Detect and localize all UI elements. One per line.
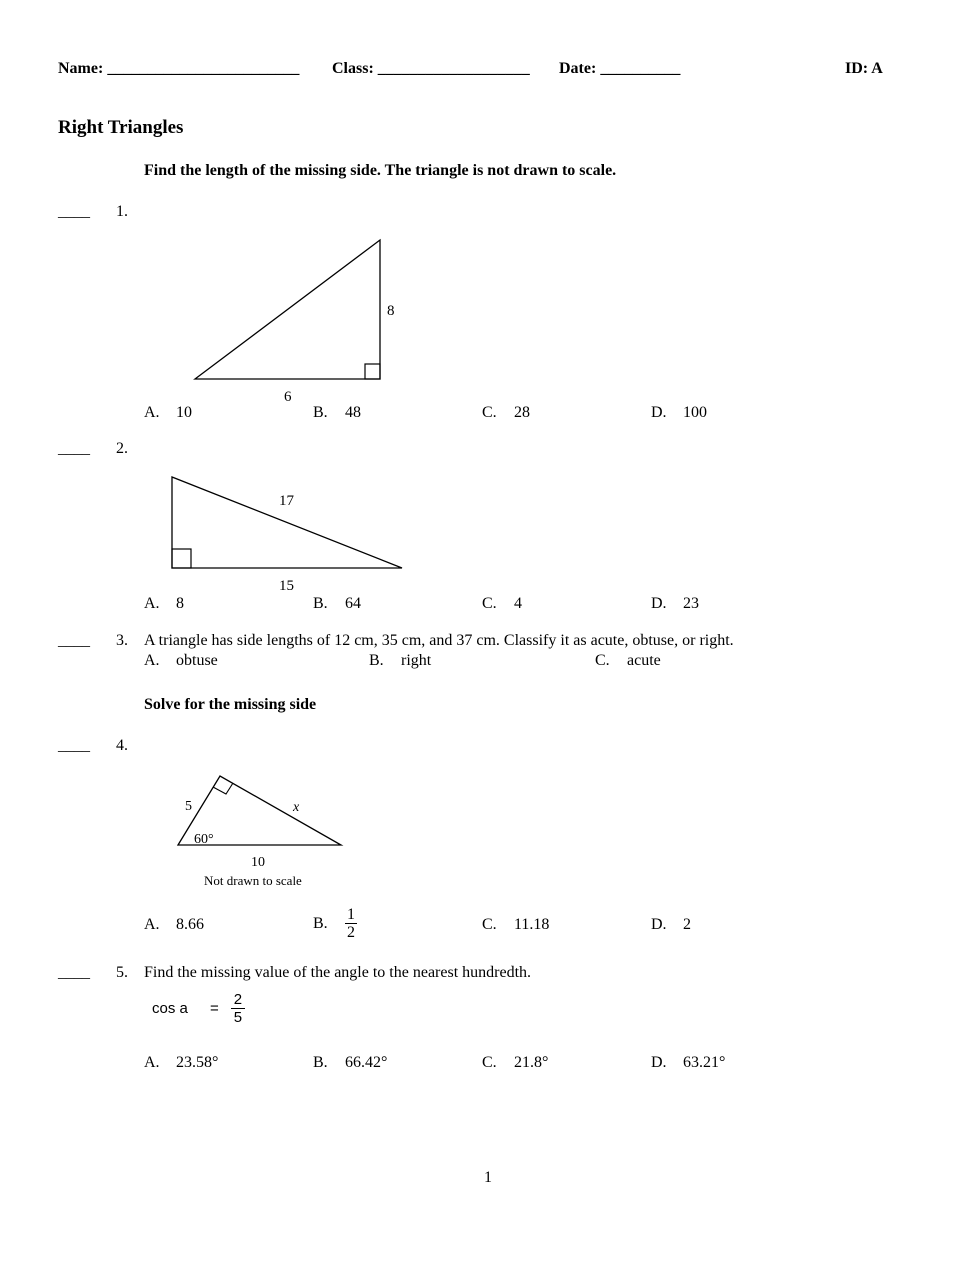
class-line: ___________________ bbox=[377, 60, 530, 77]
instruction-solve-missing-side: Solve for the missing side bbox=[144, 696, 317, 713]
triangle-4-label-hypotenuse: 10 bbox=[251, 855, 265, 870]
triangle-figure-1 bbox=[180, 232, 420, 408]
choice-2c[interactable]: C. 4 bbox=[482, 595, 522, 612]
triangle-4-label-angle: 60° bbox=[194, 832, 214, 847]
name-field bbox=[58, 60, 299, 78]
answer-blank-3: ____ bbox=[58, 632, 90, 649]
triangle-2-label-hypotenuse: 17 bbox=[279, 493, 294, 509]
fraction-one-half: $\frac{1}{2}$ bbox=[347, 906, 355, 941]
choice-3c[interactable]: C. acute bbox=[595, 652, 661, 669]
id-label: ID: bbox=[845, 60, 869, 77]
date-label: Date: bbox=[559, 60, 597, 77]
choice-5d[interactable]: D. 63.21° bbox=[651, 1054, 726, 1071]
triangle-2-label-horizontal: 15 bbox=[279, 578, 294, 594]
choice-3b[interactable]: B. right bbox=[369, 652, 432, 669]
fraction-two-fifths: $\frac{2}{5}$ bbox=[231, 991, 245, 1026]
choice-1a[interactable]: A. 10 bbox=[144, 404, 192, 421]
triangle-4-label-x: x bbox=[293, 800, 300, 815]
choice-1b[interactable]: B. 48 bbox=[313, 404, 361, 421]
right-angle-marker-1 bbox=[365, 364, 380, 379]
date-line: __________ bbox=[600, 60, 681, 77]
choice-4d[interactable]: D. 2 bbox=[651, 916, 691, 933]
choice-4b[interactable]: B. $\frac{1}{2}$ bbox=[313, 906, 355, 941]
choice-5b[interactable]: B. 66.42° bbox=[313, 1054, 388, 1071]
answer-blank-4: ____ bbox=[58, 737, 90, 754]
page-number: 1 bbox=[484, 1169, 492, 1186]
id-field bbox=[845, 60, 883, 78]
choice-3a[interactable]: A. obtuse bbox=[144, 652, 218, 669]
question-number-3: 3. bbox=[116, 632, 128, 649]
question-number-2: 2. bbox=[116, 440, 128, 457]
question-text-5: Find the missing value of the angle to the nearest hundredth. bbox=[144, 964, 532, 981]
answer-blank-1: ____ bbox=[58, 203, 90, 220]
choice-4a[interactable]: A. 8.66 bbox=[144, 916, 204, 933]
choice-5a[interactable]: A. 23.58° bbox=[144, 1054, 219, 1071]
question-number-5: 5. bbox=[116, 964, 128, 981]
choice-2a[interactable]: A. 8 bbox=[144, 595, 184, 612]
triangle-figure-2 bbox=[160, 468, 420, 598]
date-field bbox=[559, 60, 680, 78]
triangle-2-shape bbox=[172, 477, 402, 568]
right-angle-marker-2 bbox=[172, 549, 191, 568]
choice-2d[interactable]: D. 23 bbox=[651, 595, 699, 612]
name-line: ________________________ bbox=[107, 60, 300, 77]
not-to-scale-note: Not drawn to scale bbox=[204, 873, 302, 888]
choice-1c[interactable]: C. 28 bbox=[482, 404, 530, 421]
triangle-1-shape bbox=[195, 240, 380, 379]
question-number-1: 1. bbox=[116, 203, 128, 220]
instruction-find-missing-side: Find the length of the missing side. The triangle is not drawn to scale. bbox=[144, 162, 617, 179]
triangle-1-label-vertical: 8 bbox=[387, 303, 395, 319]
page-title: Right Triangles bbox=[58, 117, 184, 138]
triangle-4-label-short: 5 bbox=[185, 799, 192, 814]
equation-equals: = bbox=[210, 1000, 219, 1017]
class-field bbox=[332, 60, 530, 78]
class-label: Class: bbox=[332, 60, 374, 77]
triangle-figure-4 bbox=[165, 768, 365, 894]
choice-5c[interactable]: C. 21.8° bbox=[482, 1054, 549, 1071]
equation-lhs: cos a bbox=[152, 1000, 188, 1017]
answer-blank-2: ____ bbox=[58, 440, 90, 457]
answer-blank-5: ____ bbox=[58, 964, 90, 981]
right-angle-marker-4 bbox=[213, 783, 233, 794]
question-text-3: A triangle has side lengths of 12 cm, 35 cm, and 37 cm. Classify it as acute, obtuse, or right. bbox=[144, 632, 734, 649]
cosine-equation bbox=[152, 991, 245, 1026]
name-label: Name: bbox=[58, 60, 104, 77]
choice-4c[interactable]: C. 11.18 bbox=[482, 916, 550, 933]
question-number-4: 4. bbox=[116, 737, 128, 754]
choice-1d[interactable]: D. 100 bbox=[651, 404, 707, 421]
triangle-1-label-horizontal: 6 bbox=[284, 389, 292, 405]
id-value: A bbox=[871, 60, 883, 77]
choice-2b[interactable]: B. 64 bbox=[313, 595, 361, 612]
